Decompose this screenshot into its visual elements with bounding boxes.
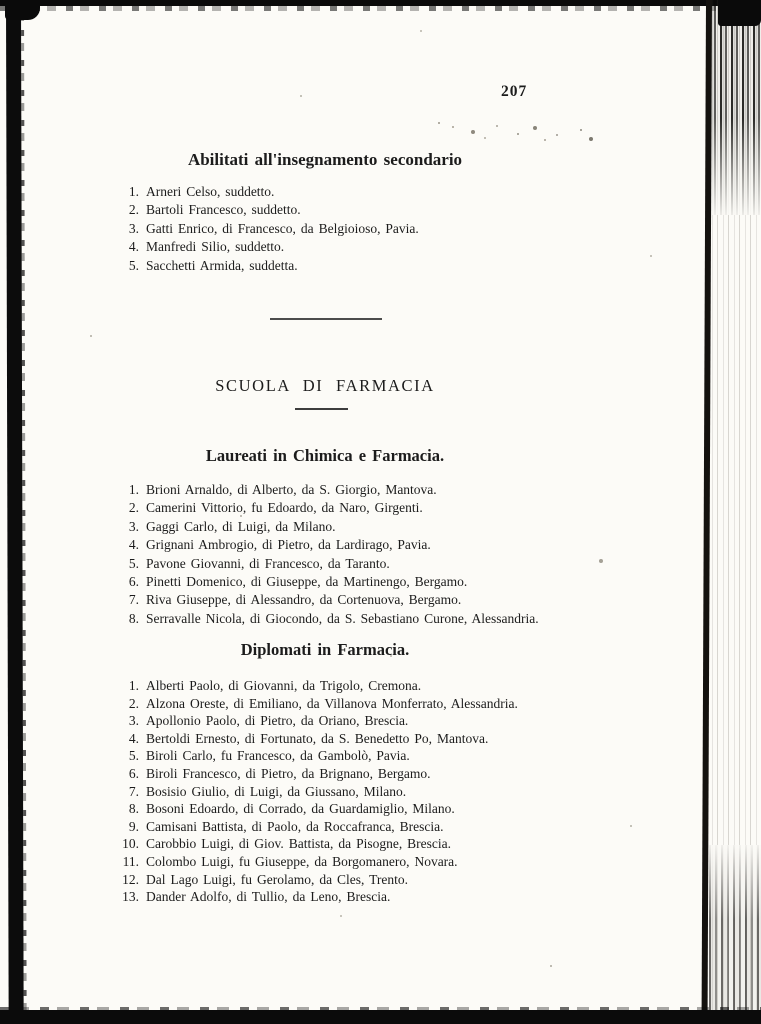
item-number: 3. [128, 713, 139, 729]
item-text: Apollonio Paolo, di Pietro, da Oriano, Brescia. [146, 713, 409, 729]
item-text: Biroli Francesco, di Pietro, da Brignano, Bergamo. [146, 765, 431, 781]
list-item [100, 555, 685, 573]
item-text: Riva Giuseppe, di Alessandro, da Cortenuova, Bergamo. [146, 592, 462, 608]
item-number: 4. [128, 537, 139, 553]
item-number: 5. [128, 748, 139, 764]
list-item [100, 220, 685, 238]
list-item [100, 610, 685, 628]
item-number: 2. [128, 202, 139, 218]
section-heading-laureati: Laureati in Chimica e Farmacia. [205, 446, 445, 465]
item-text: Biroli Carlo, fu Francesco, da Gambolò, Pavia. [146, 748, 410, 764]
title-underline-rule [295, 408, 348, 410]
paper-speckles [300, 95, 302, 97]
item-number: 10. [122, 836, 139, 852]
item-text: Alberti Paolo, di Giovanni, da Trigolo, Cremona. [146, 678, 422, 693]
item-text: Dander Adolfo, di Tullio, da Leno, Brescia. [146, 889, 391, 905]
item-number: 1. [128, 482, 139, 497]
item-text: Brioni Arnaldo, di Alberto, da S. Giorgio, Mantova. [146, 482, 437, 497]
list-item [100, 695, 685, 713]
item-text: Gatti Enrico, di Francesco, da Belgioioso, Pavia. [146, 220, 419, 236]
list-item [100, 871, 685, 889]
page-number: 207 [501, 83, 528, 100]
item-text: Bosoni Edoardo, di Corrado, da Guardamiglio, Milano. [146, 801, 455, 817]
scan-edge-top [0, 0, 761, 6]
item-number: 2. [128, 695, 139, 711]
gutter-shadow-bottom [709, 845, 761, 1010]
list-item [100, 765, 685, 783]
ink-smudges [438, 122, 440, 124]
item-number: 13. [122, 889, 139, 905]
list-item [100, 201, 685, 219]
scan-edge-left-band [6, 0, 24, 1013]
list-item [100, 818, 685, 836]
item-text: Colombo Luigi, fu Giuseppe, da Borgomanero, Novara. [146, 853, 458, 869]
diplomati-list [100, 677, 685, 906]
item-number: 9. [128, 818, 139, 834]
section-heading-abilitati: Abilitati all'insegnamento secondario [187, 150, 463, 169]
list-item [100, 238, 685, 256]
item-number: 7. [128, 783, 139, 799]
item-number: 4. [128, 730, 139, 746]
item-text: Serravalle Nicola, di Giocondo, da S. Sebastiano Curone, Alessandria. [146, 610, 539, 626]
item-text: Pinetti Domenico, di Giuseppe, da Martinengo, Bergamo. [146, 574, 468, 590]
item-number: 8. [128, 610, 139, 626]
laureati-list [100, 481, 685, 628]
item-number: 5. [128, 257, 139, 273]
list-item [100, 183, 685, 201]
scan-corner-blob-right [718, 0, 761, 26]
list-item [100, 888, 685, 906]
list-item [100, 536, 685, 554]
item-text: Alzona Oreste, di Emiliano, da Villanova Monferrato, Alessandria. [146, 695, 518, 711]
item-text: Camisani Battista, di Paolo, da Roccafranca, Brescia. [146, 818, 444, 834]
list-item [100, 591, 685, 609]
item-text: Sacchetti Armida, suddetta. [146, 257, 298, 273]
section-divider-rule [270, 318, 382, 320]
list-item [100, 677, 685, 695]
list-item [100, 853, 685, 871]
item-text: Dal Lago Luigi, fu Gerolamo, da Cles, Trento. [146, 871, 409, 887]
item-text: Bertoldi Ernesto, di Fortunato, da S. Benedetto Po, Mantova. [146, 730, 489, 746]
item-number: 6. [128, 574, 139, 590]
item-text: Pavone Giovanni, di Francesco, da Taranto. [146, 555, 390, 571]
list-item [100, 257, 685, 275]
item-text: Camerini Vittorio, fu Edoardo, da Naro, Girgenti. [146, 500, 423, 516]
item-number: 7. [128, 592, 139, 608]
list-item [100, 712, 685, 730]
item-text: Bosisio Giulio, di Luigi, da Giussano, Milano. [146, 783, 407, 799]
item-number: 12. [122, 871, 139, 887]
school-title: SCUOLA DI FARMACIA [215, 376, 435, 395]
list-item [100, 783, 685, 801]
list-item [100, 499, 685, 517]
item-text: Manfredi Silio, suddetto. [146, 239, 285, 255]
item-number: 3. [128, 220, 139, 236]
item-text: Arneri Celso, suddetto. [146, 184, 275, 199]
list-item [100, 800, 685, 818]
item-number: 8. [128, 801, 139, 817]
item-number: 2. [128, 500, 139, 516]
item-number: 4. [128, 239, 139, 255]
list-item [100, 835, 685, 853]
item-number: 1. [128, 184, 139, 199]
item-number: 6. [128, 765, 139, 781]
list-item [100, 518, 685, 536]
item-number: 11. [122, 853, 139, 869]
abilitati-list [100, 183, 685, 275]
item-text: Gaggi Carlo, di Luigi, da Milano. [146, 518, 336, 534]
item-text: Grignani Ambrogio, di Pietro, da Lardirago, Pavia. [146, 537, 431, 553]
section-heading-diplomati: Diplomati in Farmacia. [240, 640, 410, 659]
item-text: Carobbio Luigi, di Giov. Battista, da Pisogne, Brescia. [146, 836, 452, 852]
scan-edge-bottom [0, 1010, 761, 1024]
item-text: Bartoli Francesco, suddetto. [146, 202, 301, 218]
item-number: 1. [128, 678, 139, 693]
item-number: 5. [128, 555, 139, 571]
item-number: 3. [128, 518, 139, 534]
list-item [100, 730, 685, 748]
list-item [100, 481, 685, 499]
gutter-shadow-top [709, 0, 761, 215]
list-item [100, 747, 685, 765]
list-item [100, 573, 685, 591]
scan-corner-blob-left [5, 0, 40, 20]
